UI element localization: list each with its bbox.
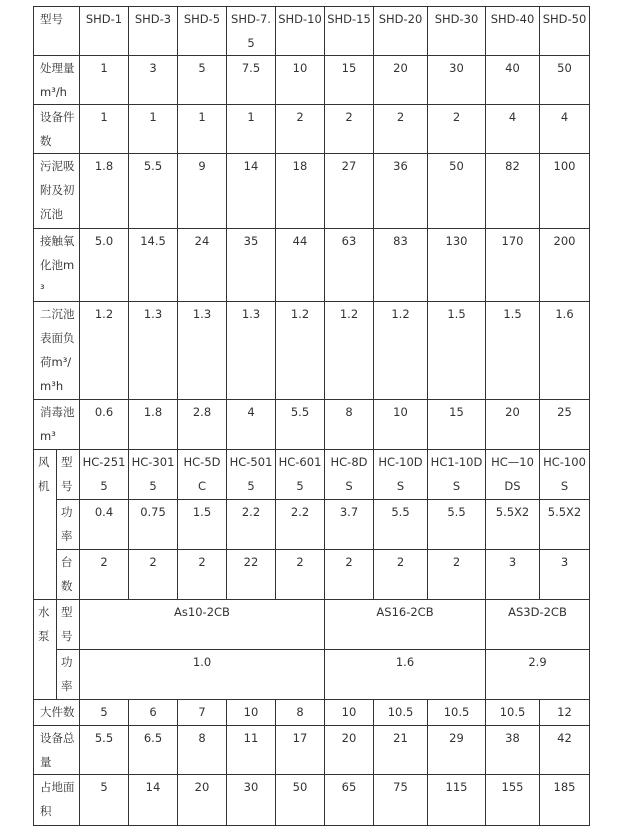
- fan-model-cell: HC-6015: [276, 450, 325, 500]
- fan-model-cell: HC-3015: [129, 450, 178, 500]
- fan-units-cell: 2: [325, 550, 374, 600]
- footprint-cell: 30: [227, 775, 276, 826]
- contact-tank-row: [34, 229, 590, 302]
- fan-power-cell: 2.2: [227, 500, 276, 550]
- equipment-count-cell: 2: [428, 105, 486, 154]
- fan-model-cell: HC-2515: [80, 450, 129, 500]
- secondary-tank-cell: 1.5: [428, 302, 486, 400]
- model-header-cell: SHD-15: [325, 7, 374, 56]
- disinfection-label: 消毒池m³: [34, 400, 80, 450]
- total-weight-cell: 21: [374, 726, 428, 775]
- pump-model-label: 型号: [57, 600, 80, 650]
- fan-power-cell: 2.2: [276, 500, 325, 550]
- secondary-tank-label: 二沉池表面负荷m³/m³h: [34, 302, 80, 400]
- sludge-tank-row: [34, 154, 590, 229]
- disinfection-cell: 4: [227, 400, 276, 450]
- fan-model-cell: HC-100S: [540, 450, 590, 500]
- sludge-tank-cell: 100: [540, 154, 590, 229]
- total-weight-cell: 42: [540, 726, 590, 775]
- sludge-tank-cell: 36: [374, 154, 428, 229]
- pump-model-cell: AS16-2CB: [325, 600, 486, 650]
- fan-power-row: [34, 500, 590, 550]
- large-parts-cell: 10.5: [428, 700, 486, 726]
- header-label: 型号: [34, 7, 80, 56]
- total-weight-cell: 11: [227, 726, 276, 775]
- equipment-count-cell: 1: [178, 105, 227, 154]
- sludge-tank-cell: 5.5: [129, 154, 178, 229]
- fan-units-cell: 2: [276, 550, 325, 600]
- sludge-tank-cell: 1.8: [80, 154, 129, 229]
- pump-model-row: [34, 600, 590, 650]
- secondary-tank-cell: 1.3: [178, 302, 227, 400]
- header-row: [34, 7, 590, 56]
- model-header-cell: SHD-3: [129, 7, 178, 56]
- capacity-label: 处理量m³/h: [34, 56, 80, 105]
- capacity-cell: 7.5: [227, 56, 276, 105]
- capacity-cell: 50: [540, 56, 590, 105]
- fan-units-cell: 2: [129, 550, 178, 600]
- large-parts-cell: 10.5: [374, 700, 428, 726]
- total-weight-label: 设备总量: [34, 726, 80, 775]
- contact-tank-cell: 44: [276, 229, 325, 302]
- fan-units-label: 台数: [57, 550, 80, 600]
- disinfection-cell: 8: [325, 400, 374, 450]
- model-header-cell: SHD-7.5: [227, 7, 276, 56]
- disinfection-cell: 20: [486, 400, 540, 450]
- capacity-cell: 30: [428, 56, 486, 105]
- contact-tank-cell: 83: [374, 229, 428, 302]
- fan-power-cell: 5.5X2: [486, 500, 540, 550]
- contact-tank-label: 接触氧化池m³: [34, 229, 80, 302]
- disinfection-cell: 5.5: [276, 400, 325, 450]
- pump-label: 水泵: [34, 600, 57, 700]
- large-parts-cell: 10.5: [486, 700, 540, 726]
- fan-label: 风机: [34, 450, 57, 600]
- fan-power-cell: 5.5X2: [540, 500, 590, 550]
- pump-power-cell: 1.0: [80, 650, 325, 700]
- model-header-cell: SHD-1: [80, 7, 129, 56]
- total-weight-cell: 8: [178, 726, 227, 775]
- pump-power-cell: 1.6: [325, 650, 486, 700]
- disinfection-cell: 1.8: [129, 400, 178, 450]
- disinfection-cell: 0.6: [80, 400, 129, 450]
- secondary-tank-cell: 1.2: [325, 302, 374, 400]
- footprint-cell: 5: [80, 775, 129, 826]
- large-parts-cell: 8: [276, 700, 325, 726]
- capacity-cell: 10: [276, 56, 325, 105]
- model-header-cell: SHD-20: [374, 7, 428, 56]
- sludge-tank-cell: 9: [178, 154, 227, 229]
- contact-tank-cell: 170: [486, 229, 540, 302]
- fan-model-row: [34, 450, 590, 500]
- capacity-cell: 1: [80, 56, 129, 105]
- sludge-tank-cell: 27: [325, 154, 374, 229]
- equipment-count-cell: 4: [486, 105, 540, 154]
- fan-units-cell: 2: [178, 550, 227, 600]
- equipment-count-cell: 1: [80, 105, 129, 154]
- spec-table: [33, 6, 590, 826]
- fan-units-cell: 2: [428, 550, 486, 600]
- equipment-count-row: [34, 105, 590, 154]
- fan-units-row: [34, 550, 590, 600]
- footprint-cell: 185: [540, 775, 590, 826]
- fan-model-cell: HC—10DS: [486, 450, 540, 500]
- disinfection-cell: 25: [540, 400, 590, 450]
- model-header-cell: SHD-40: [486, 7, 540, 56]
- fan-power-cell: 5.5: [428, 500, 486, 550]
- capacity-cell: 3: [129, 56, 178, 105]
- total-weight-cell: 6.5: [129, 726, 178, 775]
- footprint-cell: 115: [428, 775, 486, 826]
- secondary-tank-cell: 1.2: [374, 302, 428, 400]
- fan-model-cell: HC1-10DS: [428, 450, 486, 500]
- equipment-count-cell: 1: [129, 105, 178, 154]
- secondary-tank-cell: 1.5: [486, 302, 540, 400]
- contact-tank-cell: 5.0: [80, 229, 129, 302]
- total-weight-cell: 29: [428, 726, 486, 775]
- sludge-tank-cell: 18: [276, 154, 325, 229]
- footprint-row: [34, 775, 590, 826]
- equipment-count-cell: 2: [374, 105, 428, 154]
- fan-model-cell: HC-8DS: [325, 450, 374, 500]
- contact-tank-cell: 35: [227, 229, 276, 302]
- model-header-cell: SHD-50: [540, 7, 590, 56]
- fan-power-cell: 5.5: [374, 500, 428, 550]
- equipment-count-label: 设备件数: [34, 105, 80, 154]
- sludge-tank-label: 污泥吸附及初沉池: [34, 154, 80, 229]
- disinfection-cell: 2.8: [178, 400, 227, 450]
- equipment-count-cell: 1: [227, 105, 276, 154]
- equipment-count-cell: 2: [276, 105, 325, 154]
- pump-power-cell: 2.9: [486, 650, 590, 700]
- large-parts-label: 大件数: [34, 700, 80, 726]
- capacity-cell: 40: [486, 56, 540, 105]
- fan-units-cell: 3: [486, 550, 540, 600]
- fan-units-cell: 2: [374, 550, 428, 600]
- spec-table-container: [33, 6, 590, 826]
- large-parts-cell: 5: [80, 700, 129, 726]
- sludge-tank-cell: 50: [428, 154, 486, 229]
- equipment-count-cell: 2: [325, 105, 374, 154]
- fan-units-cell: 2: [80, 550, 129, 600]
- fan-model-label: 型号: [57, 450, 80, 500]
- footprint-cell: 75: [374, 775, 428, 826]
- sludge-tank-cell: 14: [227, 154, 276, 229]
- footprint-cell: 155: [486, 775, 540, 826]
- fan-power-cell: 0.75: [129, 500, 178, 550]
- total-weight-cell: 20: [325, 726, 374, 775]
- fan-model-cell: HC-5015: [227, 450, 276, 500]
- model-header-cell: SHD-10: [276, 7, 325, 56]
- large-parts-cell: 7: [178, 700, 227, 726]
- large-parts-cell: 6: [129, 700, 178, 726]
- capacity-cell: 5: [178, 56, 227, 105]
- fan-units-cell: 3: [540, 550, 590, 600]
- secondary-tank-cell: 1.6: [540, 302, 590, 400]
- large-parts-cell: 10: [227, 700, 276, 726]
- fan-power-cell: 1.5: [178, 500, 227, 550]
- pump-model-cell: As10-2CB: [80, 600, 325, 650]
- pump-model-cell: AS3D-2CB: [486, 600, 590, 650]
- total-weight-row: [34, 726, 590, 775]
- model-header-cell: SHD-30: [428, 7, 486, 56]
- footprint-cell: 50: [276, 775, 325, 826]
- equipment-count-cell: 4: [540, 105, 590, 154]
- footprint-label: 占地面积: [34, 775, 80, 826]
- pump-power-label: 功率: [57, 650, 80, 700]
- contact-tank-cell: 63: [325, 229, 374, 302]
- footprint-cell: 20: [178, 775, 227, 826]
- capacity-cell: 15: [325, 56, 374, 105]
- secondary-tank-cell: 1.3: [227, 302, 276, 400]
- disinfection-cell: 15: [428, 400, 486, 450]
- contact-tank-cell: 200: [540, 229, 590, 302]
- fan-power-label: 功率: [57, 500, 80, 550]
- contact-tank-cell: 14.5: [129, 229, 178, 302]
- contact-tank-cell: 130: [428, 229, 486, 302]
- fan-power-cell: 0.4: [80, 500, 129, 550]
- total-weight-cell: 17: [276, 726, 325, 775]
- secondary-tank-row: [34, 302, 590, 400]
- sludge-tank-cell: 82: [486, 154, 540, 229]
- large-parts-row: [34, 700, 590, 726]
- secondary-tank-cell: 1.2: [276, 302, 325, 400]
- fan-model-cell: HC-10DS: [374, 450, 428, 500]
- capacity-row: [34, 56, 590, 105]
- disinfection-cell: 10: [374, 400, 428, 450]
- footprint-cell: 65: [325, 775, 374, 826]
- large-parts-cell: 12: [540, 700, 590, 726]
- footprint-cell: 14: [129, 775, 178, 826]
- pump-power-row: [34, 650, 590, 700]
- fan-units-cell: 22: [227, 550, 276, 600]
- fan-power-cell: 3.7: [325, 500, 374, 550]
- secondary-tank-cell: 1.2: [80, 302, 129, 400]
- disinfection-row: [34, 400, 590, 450]
- large-parts-cell: 10: [325, 700, 374, 726]
- total-weight-cell: 38: [486, 726, 540, 775]
- capacity-cell: 20: [374, 56, 428, 105]
- fan-model-cell: HC-5DC: [178, 450, 227, 500]
- secondary-tank-cell: 1.3: [129, 302, 178, 400]
- model-header-cell: SHD-5: [178, 7, 227, 56]
- contact-tank-cell: 24: [178, 229, 227, 302]
- total-weight-cell: 5.5: [80, 726, 129, 775]
